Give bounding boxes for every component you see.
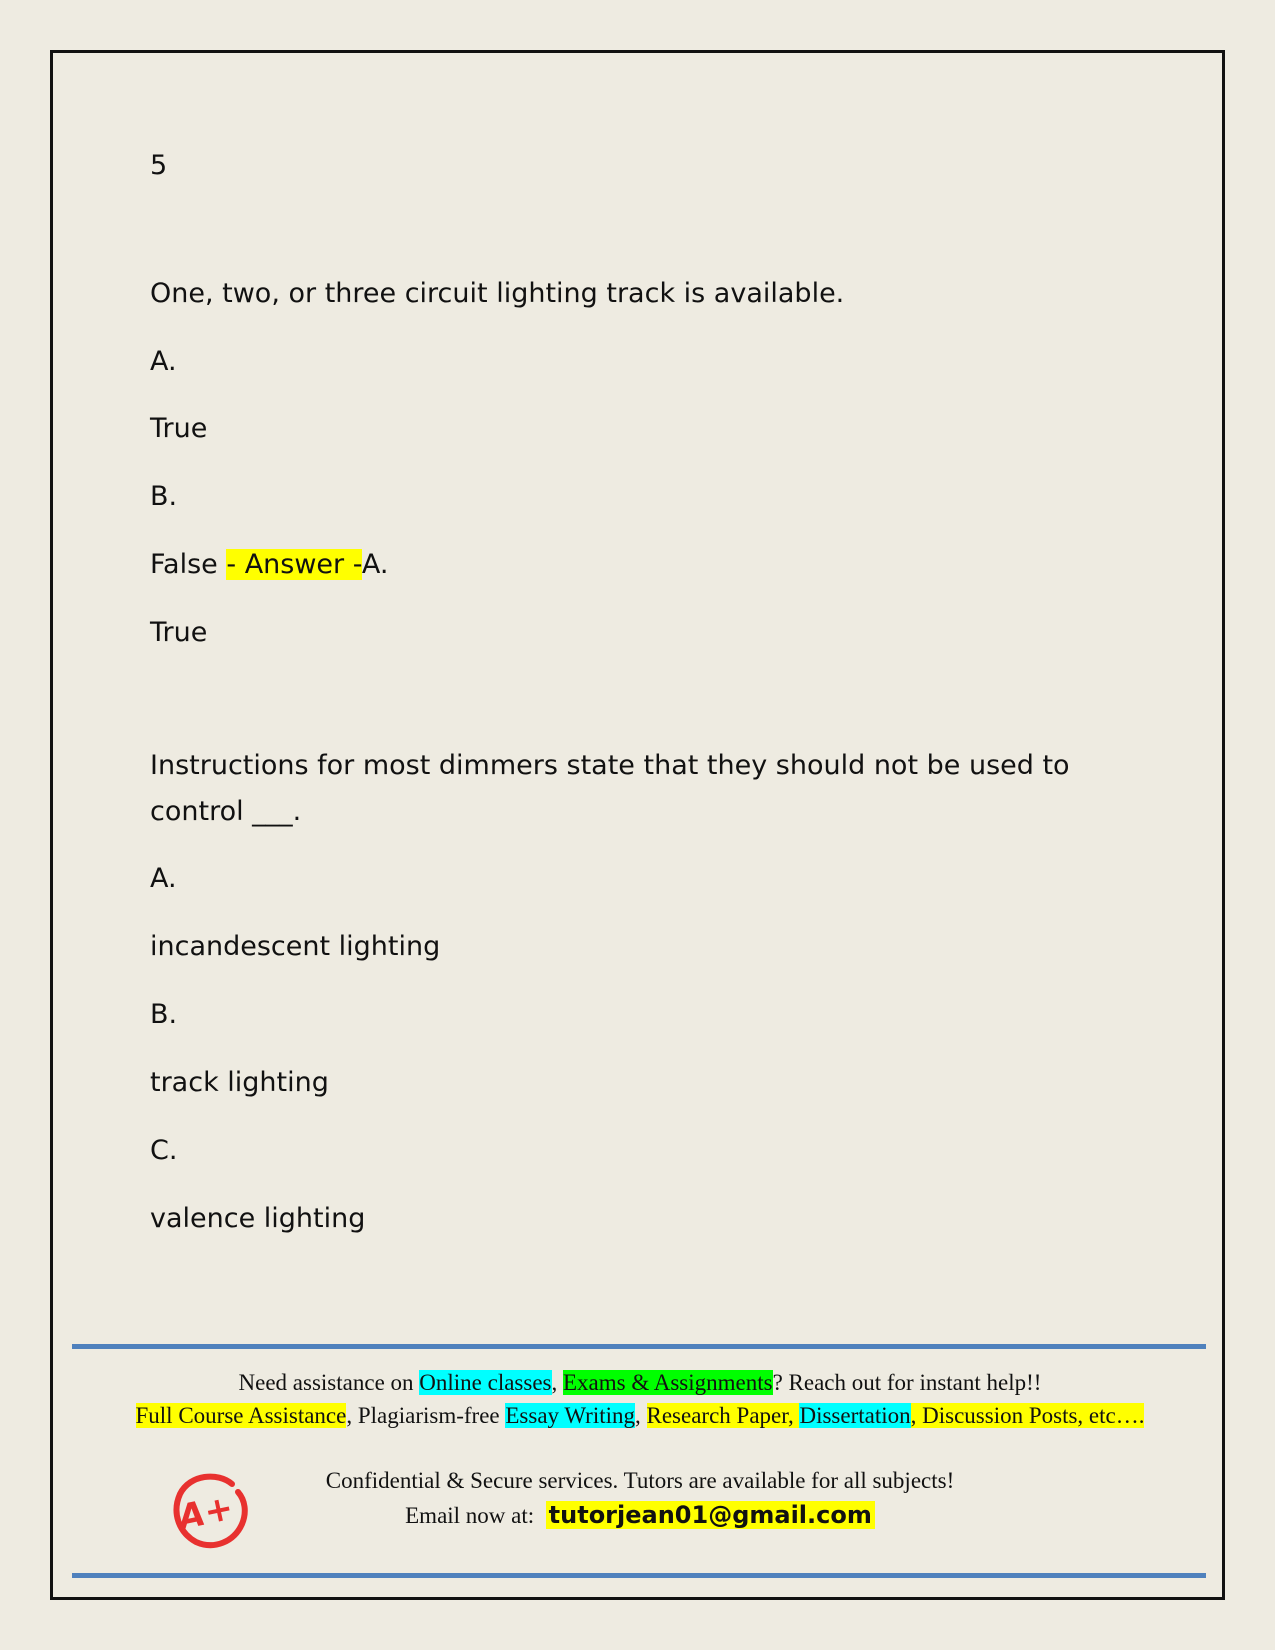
footer-top-rule xyxy=(72,1344,1206,1349)
question-2-option-a-letter: A. xyxy=(150,863,177,894)
footer-email-label: Email now at: xyxy=(405,1503,535,1528)
badge-text: A+ xyxy=(174,1487,237,1539)
footer-discussion-posts: , Discussion Posts, etc…. xyxy=(910,1403,1145,1428)
footer-dissertation: Dissertation xyxy=(799,1403,911,1428)
footer-essay-writing: Essay Writing xyxy=(505,1403,635,1428)
page-number: 5 xyxy=(150,150,168,181)
footer-need-assistance: Need assistance on xyxy=(238,1370,420,1395)
footer-research-paper: Research Paper, xyxy=(646,1403,800,1428)
footer-confidential: Confidential & Secure services. Tutors are available for all subjects! xyxy=(325,1468,955,1493)
answer-letter: A. xyxy=(361,549,389,580)
question-1-option-b-answer-line xyxy=(150,549,388,580)
footer-bottom-rule xyxy=(72,1573,1206,1578)
footer-full-course: Full Course Assistance xyxy=(135,1403,347,1428)
footer-line-1 xyxy=(70,1370,1210,1396)
question-1-option-b-letter: B. xyxy=(150,481,178,512)
answer-text: True xyxy=(150,617,208,648)
footer-comma: , xyxy=(551,1370,563,1395)
question-1-option-a-text: True xyxy=(150,413,208,444)
footer-exams-assignments: Exams & Assignments xyxy=(563,1370,773,1395)
question-2-option-b-text: track lighting xyxy=(150,1067,329,1098)
footer-online-classes: Online classes xyxy=(419,1370,552,1395)
question-2-option-c-letter: C. xyxy=(150,1135,178,1166)
footer-plagiarism-free: , Plagiarism-free xyxy=(346,1403,506,1428)
footer-email-line xyxy=(290,1501,990,1529)
question-2-option-a-text: incandescent lighting xyxy=(150,931,441,962)
question-1-option-b-text: False xyxy=(150,549,218,580)
footer-email-link[interactable]: tutorjean01@gmail.com xyxy=(546,1501,875,1529)
question-1-option-a-letter: A. xyxy=(150,346,177,377)
question-2-prompt-line1: Instructions for most dimmers state that they should not be used to xyxy=(150,750,1070,781)
footer-line-2 xyxy=(70,1403,1210,1429)
question-2-option-c-text: valence lighting xyxy=(150,1203,366,1234)
answer-marker: - Answer - xyxy=(226,549,362,580)
footer-reach-out: ? Reach out for instant help!! xyxy=(772,1370,1042,1395)
a-plus-grade-icon xyxy=(170,1470,250,1550)
question-1-prompt: One, two, or three circuit lighting track is available. xyxy=(150,278,845,309)
question-2-option-b-letter: B. xyxy=(150,999,178,1030)
question-2-prompt-line2: control ___. xyxy=(150,796,302,827)
footer-comma-2: , xyxy=(635,1403,647,1428)
